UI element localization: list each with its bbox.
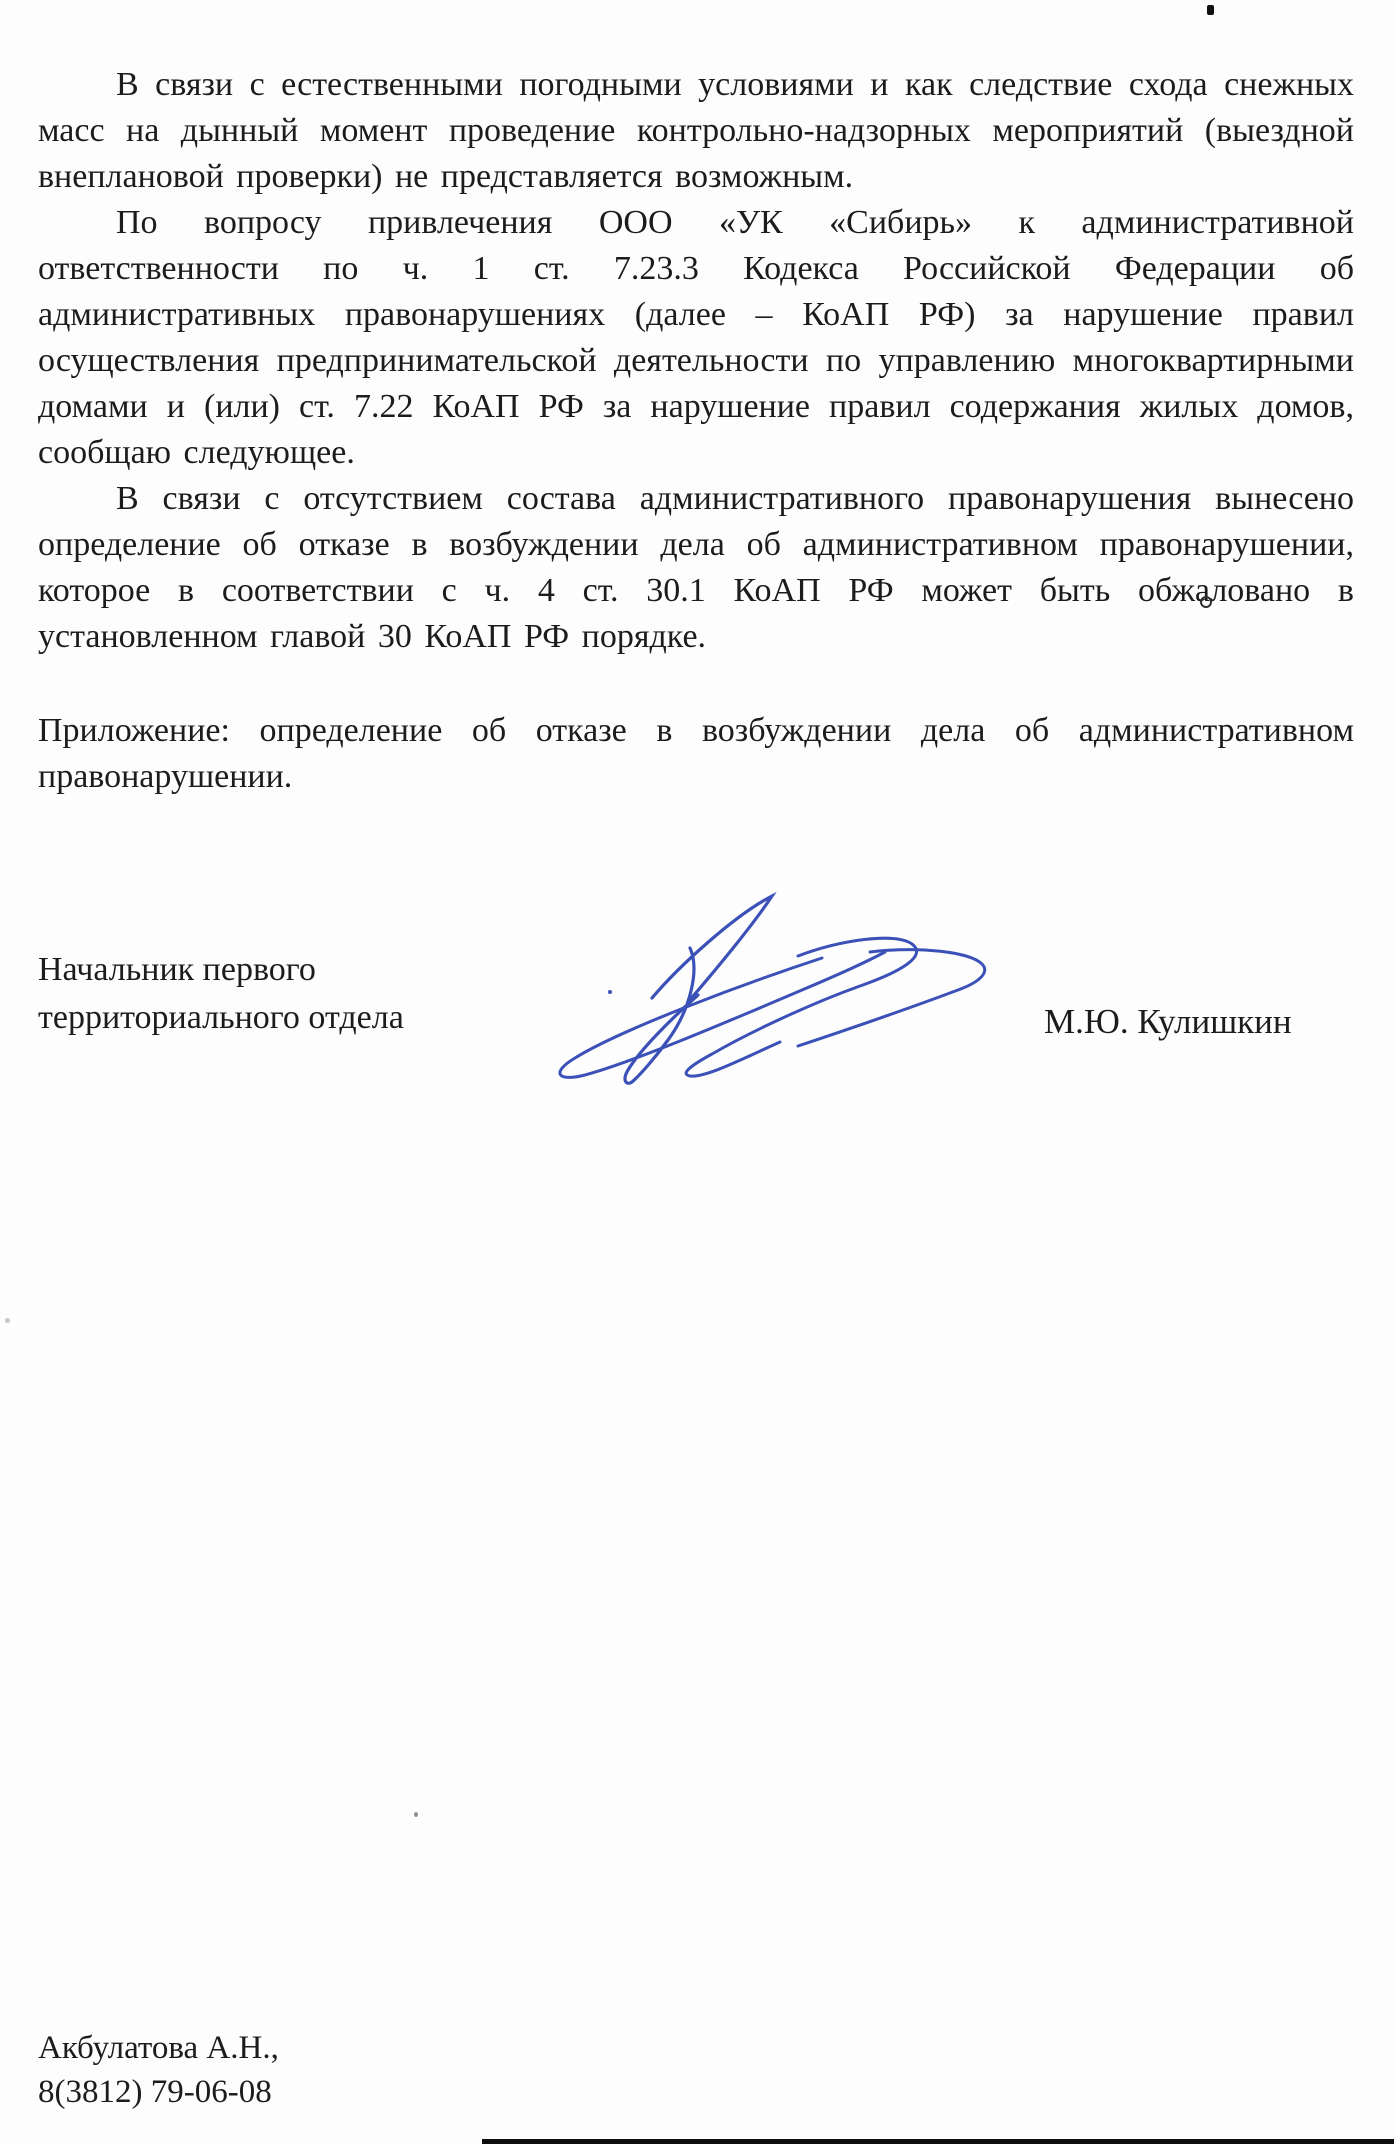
signatory-job-title (38, 946, 404, 1042)
letter-body (38, 62, 1354, 800)
scan-edge-bottom (482, 2139, 1394, 2144)
scan-speck-middle (414, 1812, 418, 1817)
signatory-job-title-line2: территориального отдела (38, 999, 404, 1036)
scan-speck-left-edge (5, 1318, 10, 1323)
scan-speck-top-right (1207, 5, 1214, 15)
paragraph-weather-conditions: В связи с естественными погодными условиями и как следствие схода снежных масс на дынный момент проведение контрольно-надзорных мероприятий (выездной внеплановой проверки) не представляется возможным. (38, 66, 1354, 195)
footer-contact-name: Акбулатова А.Н., (38, 2030, 279, 2066)
footer-contact-phone: 8(3812) 79-06-08 (38, 2074, 272, 2110)
paragraph-refusal-ruling: В связи с отсутствием состава административного правонарушения вынесено определение об отказе в возбуждении дела об административном правонарушении, которое в соответствии с ч. 4 ст. 30.1 КоАП РФ может быть обжаловано в установленном главой 30 КоАП РФ порядке. (38, 480, 1354, 655)
paragraph-liability-question: По вопросу привлечения ООО «УК «Сибирь» к административной ответственности по ч. 1 ст. 7.23.3 Кодекса Российской Федерации об административных правонарушениях (далее – КоАП РФ) за нарушение правил осуществления предпринимательской деятельности по управлению многоквартирными домами и (или) ст. 7.22 КоАП РФ за нарушение правил содержания жилых домов, сообщаю следующее. (38, 204, 1354, 471)
scan-ring-artifact (1200, 596, 1212, 608)
paragraph-attachment: Приложение: определение об отказе в возбуждении дела об административном правонарушении. (38, 712, 1354, 795)
signatory-job-title-line1: Начальник первого (38, 951, 316, 988)
footer-contact (38, 2026, 279, 2114)
ink-fleck (608, 990, 612, 994)
signature-stroke (540, 860, 1040, 1100)
signatory-name: М.Ю. Кулишкин (1044, 1002, 1292, 1041)
